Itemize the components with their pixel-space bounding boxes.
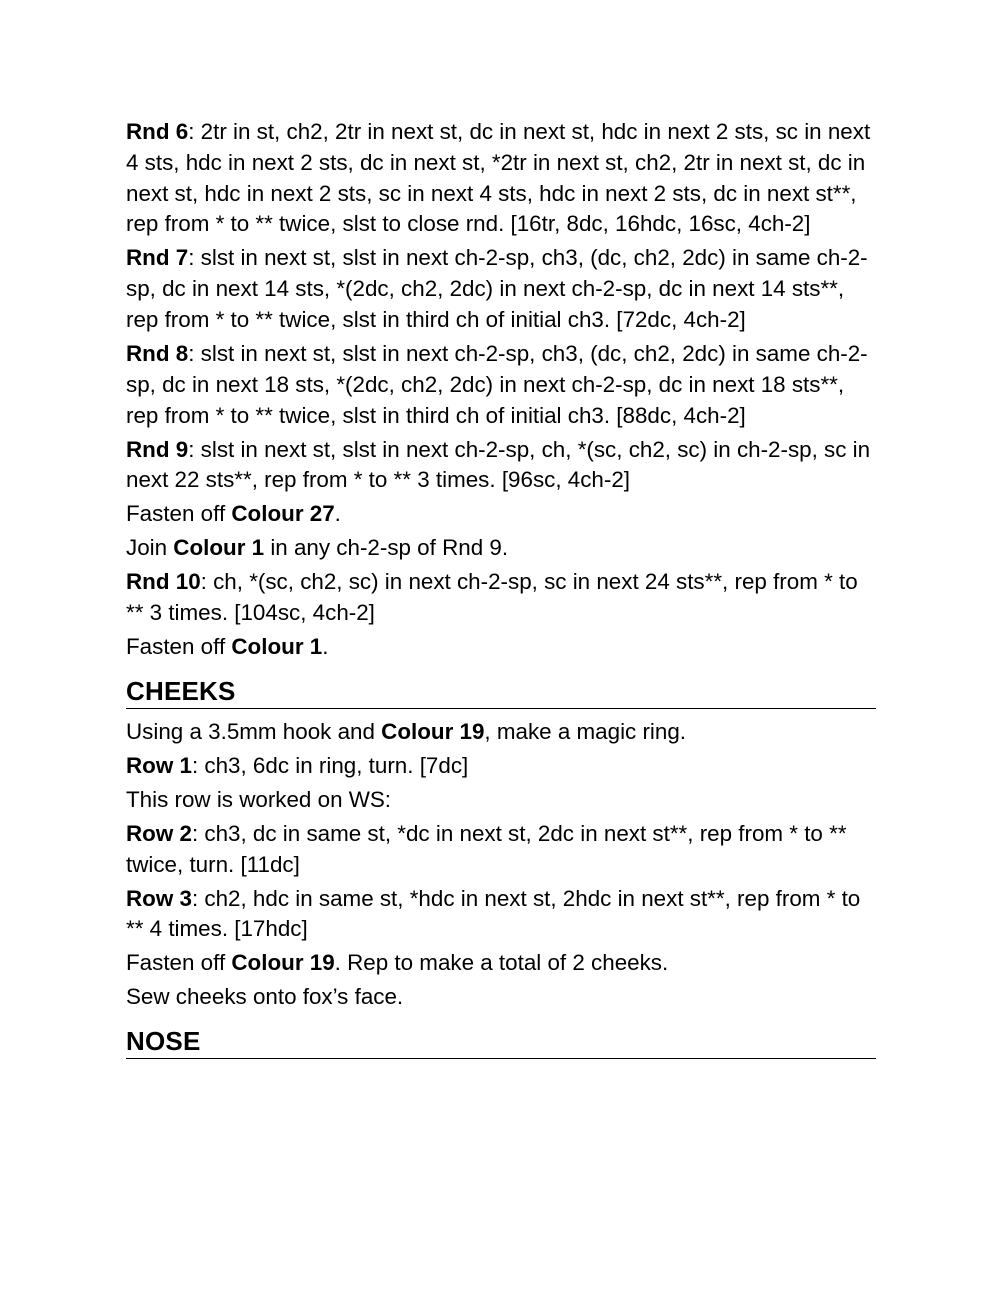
instruction-row-1 xyxy=(126,751,876,782)
row-text: : ch3, 6dc in ring, turn. [7dc] xyxy=(191,752,469,778)
instruction-rnd-7 xyxy=(126,243,876,335)
ws-note: This row is worked on WS: xyxy=(126,786,392,812)
instruction-rnd-10 xyxy=(126,567,876,629)
round-text: : slst in next st, slst in next ch-2-sp, ch3, (dc, ch2, 2dc) in same ch-2-sp, dc in next 18 sts, *(2dc, ch2, 2dc) in next ch-2-sp, dc in next 18 sts**, rep from * to ** twice, slst in third ch of initial ch3. [88dc, 4ch-2] xyxy=(126,340,868,428)
instruction-rnd-8 xyxy=(126,339,876,431)
text-prefix: Join xyxy=(126,535,174,561)
round-label: Rnd 6 xyxy=(126,119,189,144)
fasten-off-colour-1 xyxy=(126,632,876,663)
text-prefix: Fasten off xyxy=(126,950,232,976)
section-heading-nose: NOSE xyxy=(126,1024,876,1059)
join-colour-1 xyxy=(126,533,876,564)
text-suffix: , make a magic ring. xyxy=(484,718,687,744)
round-text: : slst in next st, slst in next ch-2-sp, ch, *(sc, ch2, sc) in ch-2-sp, sc in next 22 sts**, rep from * to ** 3 times. [96sc, 4ch-2] xyxy=(126,436,871,493)
round-text: : 2tr in st, ch2, 2tr in next st, dc in next st, hdc in next 2 sts, sc in next 4 sts, hdc in next 2 sts, dc in next st, *2tr in next st, ch2, 2tr in next st, dc in next st, hdc in next 2 sts, sc in next 4 sts, hdc in next 2 sts, dc in next st**, rep from * to ** twice, slst to close rnd. [16tr, 8dc, 16hdc, 16sc, 4ch-2] xyxy=(126,119,871,237)
row-label: Row 3 xyxy=(126,885,192,911)
cheeks-intro xyxy=(126,717,876,748)
row-text: : ch2, hdc in same st, *hdc in next st, 2hdc in next st**, rep from * to ** 4 times. [17hdc] xyxy=(126,885,861,942)
colour-name: Colour 27 xyxy=(231,501,335,527)
round-label: Rnd 8 xyxy=(126,340,189,366)
fasten-off-colour-27 xyxy=(126,499,876,530)
round-label: Rnd 10 xyxy=(126,569,201,595)
row-label: Row 1 xyxy=(126,752,192,778)
instruction-row-3 xyxy=(126,884,876,946)
pattern-page xyxy=(126,117,876,1059)
round-text: : slst in next st, slst in next ch-2-sp, ch3, (dc, ch2, 2dc) in same ch-2-sp, dc in next 14 sts, *(2dc, ch2, 2dc) in next ch-2-sp, dc in next 14 sts**, rep from * to ** twice, slst in third ch of initial ch3. [72dc, 4ch-2] xyxy=(126,245,868,332)
text-suffix: in any ch-2-sp of Rnd 9. xyxy=(264,535,509,561)
text-prefix: Fasten off xyxy=(126,501,232,527)
sew-cheeks-note: Sew cheeks onto fox’s face. xyxy=(126,984,404,1010)
text-prefix: Fasten off xyxy=(126,634,232,660)
row-label: Row 2 xyxy=(126,820,192,846)
colour-name: Colour 19 xyxy=(231,950,335,976)
fasten-off-colour-19 xyxy=(126,948,876,979)
text-suffix: . xyxy=(322,634,329,660)
section-heading-cheeks: CHEEKS xyxy=(126,674,876,709)
text-prefix: Using a 3.5mm hook and xyxy=(126,718,382,744)
round-text: : ch, *(sc, ch2, sc) in next ch-2-sp, sc in next 24 sts**, rep from * to ** 3 times. [104sc, 4ch-2] xyxy=(126,569,858,626)
text-suffix: . xyxy=(334,501,341,527)
instruction-rnd-6 xyxy=(126,117,876,240)
colour-name: Colour 1 xyxy=(231,634,323,660)
text-suffix: . Rep to make a total of 2 cheeks. xyxy=(334,950,669,976)
instruction-rnd-9 xyxy=(126,435,876,497)
row-text: : ch3, dc in same st, *dc in next st, 2dc in next st**, rep from * to ** twice, turn. [11dc] xyxy=(126,820,847,877)
colour-name: Colour 19 xyxy=(381,718,485,744)
round-label: Rnd 9 xyxy=(126,436,189,462)
instruction-row-2 xyxy=(126,819,876,881)
colour-name: Colour 1 xyxy=(173,535,265,561)
round-label: Rnd 7 xyxy=(126,245,189,271)
